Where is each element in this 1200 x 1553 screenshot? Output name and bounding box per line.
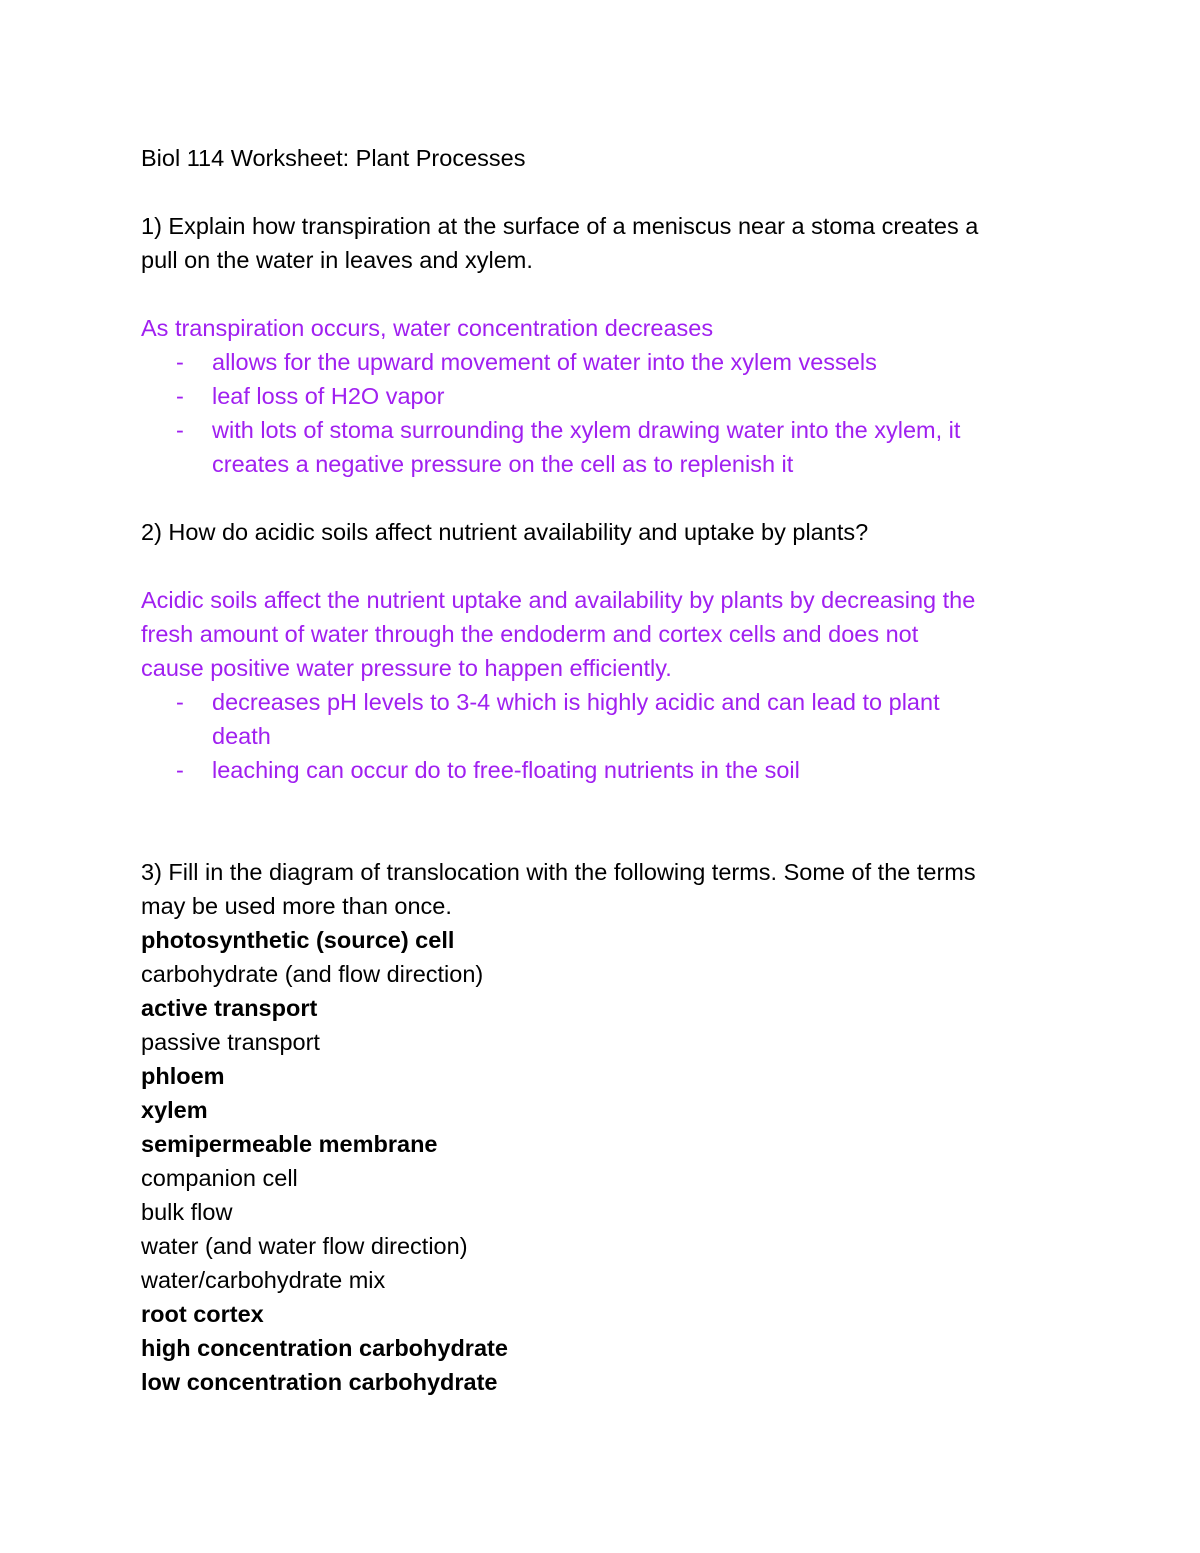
term-list bbox=[141, 923, 1061, 1399]
bullet-text: decreases pH levels to 3-4 which is highly acidic and can lead to plant bbox=[212, 689, 940, 715]
worksheet-page bbox=[141, 141, 1061, 1399]
term-item: companion cell bbox=[141, 1165, 298, 1191]
page-title: Biol 114 Worksheet: Plant Processes bbox=[141, 145, 526, 171]
question-1-line: pull on the water in leaves and xylem. bbox=[141, 247, 533, 273]
dash-bullet: - bbox=[176, 417, 184, 443]
term-item: water (and water flow direction) bbox=[141, 1233, 468, 1259]
answer-2-line: Acidic soils affect the nutrient uptake and availability by plants by decreasing the bbox=[141, 587, 976, 613]
answer-2-line: fresh amount of water through the endoderm and cortex cells and does not bbox=[141, 621, 919, 647]
answer-bullet bbox=[141, 685, 1061, 719]
bullet-text: leaf loss of H2O vapor bbox=[212, 383, 445, 409]
term-item: root cortex bbox=[141, 1301, 264, 1327]
term-item: water/carbohydrate mix bbox=[141, 1267, 386, 1293]
term-item: carbohydrate (and flow direction) bbox=[141, 961, 484, 987]
term-item: photosynthetic (source) cell bbox=[141, 927, 455, 953]
answer-bullet bbox=[141, 753, 1061, 787]
question-3 bbox=[141, 855, 1061, 923]
term-item: low concentration carbohydrate bbox=[141, 1369, 498, 1395]
answer-1 bbox=[141, 311, 1061, 481]
answer-2 bbox=[141, 583, 1061, 787]
dash-bullet: - bbox=[176, 689, 184, 715]
dash-bullet: - bbox=[176, 349, 184, 375]
question-3-line: may be used more than once. bbox=[141, 893, 452, 919]
question-1-line: 1) Explain how transpiration at the surface of a meniscus near a stoma creates a bbox=[141, 213, 979, 239]
term-item: phloem bbox=[141, 1063, 225, 1089]
bullet-text: with lots of stoma surrounding the xylem drawing water into the xylem, it bbox=[212, 417, 961, 443]
dash-bullet: - bbox=[176, 383, 184, 409]
bullet-text: allows for the upward movement of water into the xylem vessels bbox=[212, 349, 877, 375]
term-item: active transport bbox=[141, 995, 318, 1021]
bullet-text-continued: death bbox=[212, 723, 271, 749]
answer-bullet bbox=[141, 345, 1061, 379]
answer-bullet bbox=[141, 413, 1061, 447]
answer-2-line: cause positive water pressure to happen efficiently. bbox=[141, 655, 672, 681]
bullet-text-continued: creates a negative pressure on the cell as to replenish it bbox=[212, 451, 794, 477]
term-item: semipermeable membrane bbox=[141, 1131, 438, 1157]
bullet-text: leaching can occur do to free-floating nutrients in the soil bbox=[212, 757, 800, 783]
question-1 bbox=[141, 209, 1061, 277]
answer-1-intro: As transpiration occurs, water concentration decreases bbox=[141, 315, 714, 341]
term-item: xylem bbox=[141, 1097, 208, 1123]
term-item: passive transport bbox=[141, 1029, 320, 1055]
question-2: 2) How do acidic soils affect nutrient availability and uptake by plants? bbox=[141, 519, 869, 545]
dash-bullet: - bbox=[176, 757, 184, 783]
term-item: high concentration carbohydrate bbox=[141, 1335, 508, 1361]
question-3-line: 3) Fill in the diagram of translocation with the following terms. Some of the terms bbox=[141, 859, 976, 885]
answer-bullet bbox=[141, 379, 1061, 413]
term-item: bulk flow bbox=[141, 1199, 233, 1225]
